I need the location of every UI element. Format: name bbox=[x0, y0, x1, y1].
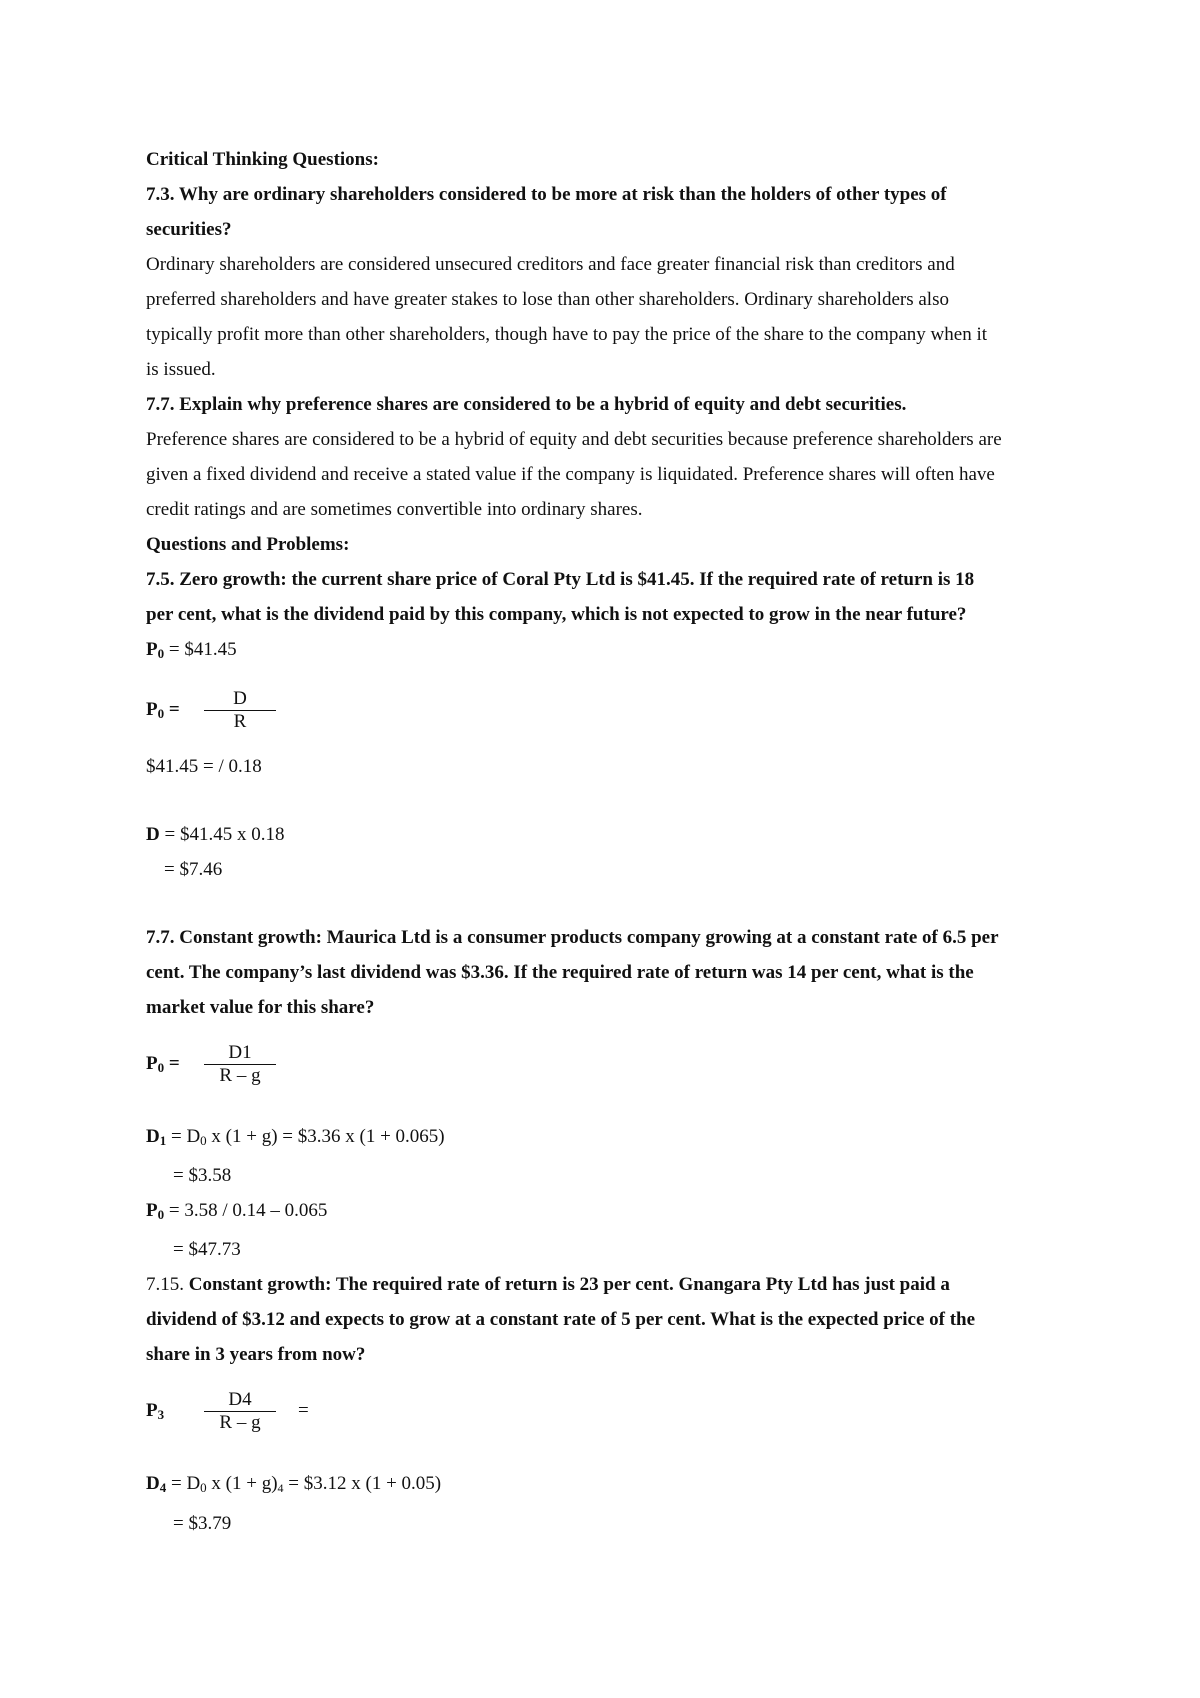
fraction bbox=[204, 1042, 276, 1087]
d1-result: = $3.58 bbox=[173, 1165, 232, 1186]
d4-calc: $D_4 = D_0$ x $(1 + g)^4$ = $3.12 x (1 + 0.05) bbox=[146, 1473, 442, 1495]
d4-result: = $3.79 bbox=[173, 1513, 232, 1534]
question-7-15-line-3: share in 3 years from now? bbox=[146, 1344, 366, 1365]
answer-7-3-line-4: is issued. bbox=[146, 359, 216, 380]
dividend-calc: D = $41.45 x 0.18 bbox=[146, 824, 285, 845]
question-7-3-line-2: securities? bbox=[146, 219, 232, 240]
formula-constant-growth: $P_0$ = $\frac{D1}{R - g}$ bbox=[146, 1025, 1076, 1103]
question-7-15-line-1: 7.15. Constant growth: The required rate of return is 23 per cent. Gnangara Pty Ltd has just paid a bbox=[146, 1274, 950, 1295]
p0-given: $P_0$ = $41.45 bbox=[146, 639, 237, 661]
equals-sign: = bbox=[298, 1400, 309, 1421]
question-7-7-hybrid: 7.7. Explain why preference shares are considered to be a hybrid of equity and debt securities. bbox=[146, 394, 907, 415]
answer-7-3-line-3: typically profit more than other shareholders, though have to pay the price of the share to the company when it bbox=[146, 324, 988, 345]
question-7-5-line-1: 7.5. Zero growth: the current share price of Coral Pty Ltd is $41.45. If the required rate of return is 18 bbox=[146, 569, 975, 590]
dividend-result: = $7.46 bbox=[164, 859, 223, 880]
fraction-denominator: R – g bbox=[219, 1064, 261, 1086]
question-7-3-line-1: 7.3. Why are ordinary shareholders considered to be more at risk than the holders of other types of bbox=[146, 184, 947, 205]
p0-calc: $P_0 = 3.58 / 0.14 - 0.065$ bbox=[146, 1200, 328, 1222]
p0-result: = $47.73 bbox=[173, 1239, 241, 1260]
answer-7-3-line-2: preferred shareholders and have greater stakes to lose than other shareholders. Ordinary shareholders also bbox=[146, 289, 949, 310]
formula-future-price: $P_3$ $\frac{D4}{R - g}$ = bbox=[146, 1388, 309, 1433]
critical-thinking-heading: Critical Thinking Questions: bbox=[146, 149, 379, 170]
fraction bbox=[204, 1389, 276, 1434]
answer-7-7-line-1: Preference shares are considered to be a hybrid of equity and debt securities because preference shareholders are bbox=[146, 429, 1002, 450]
calc-step: $41.45 = / 0.18 bbox=[146, 756, 262, 777]
fraction bbox=[204, 688, 276, 733]
d1-calc: $D_1 = D_0$ x (1 + g) = $3.36 x (1 + 0.065) bbox=[146, 1126, 445, 1148]
fraction-numerator: D4 bbox=[228, 1388, 252, 1410]
answer-7-3-line-1: Ordinary shareholders are considered unsecured creditors and face greater financial risk than creditors and bbox=[146, 254, 955, 275]
question-7-7-growth-line-3: market value for this share? bbox=[146, 997, 375, 1018]
questions-problems-heading: Questions and Problems: bbox=[146, 534, 350, 555]
fraction-numerator: D1 bbox=[228, 1041, 252, 1063]
question-7-7-growth-line-1: 7.7. Constant growth: Maurica Ltd is a consumer products company growing at a constant rate of 6.5 per bbox=[146, 927, 999, 948]
fraction-denominator: R – g bbox=[219, 1411, 261, 1433]
formula-zero-growth: $P_0$ = $\frac{D}{R}$ bbox=[146, 671, 1076, 749]
answer-7-7-line-2: given a fixed dividend and receive a stated value if the company is liquidated. Preference shares will often have bbox=[146, 464, 995, 485]
document-page bbox=[146, 142, 1076, 1541]
question-7-5-line-2: per cent, what is the dividend paid by this company, which is not expected to grow in the near future? bbox=[146, 604, 967, 625]
fraction-denominator: R bbox=[233, 710, 247, 732]
question-7-7-growth-line-2: cent. The company’s last dividend was $3.36. If the required rate of return was 14 per cent, what is the bbox=[146, 962, 974, 983]
question-7-15-line-2: dividend of $3.12 and expects to grow at a constant rate of 5 per cent. What is the expected price of the bbox=[146, 1309, 976, 1330]
fraction-numerator: D bbox=[233, 687, 247, 709]
answer-7-7-line-3: credit ratings and are sometimes convertible into ordinary shares. bbox=[146, 499, 643, 520]
